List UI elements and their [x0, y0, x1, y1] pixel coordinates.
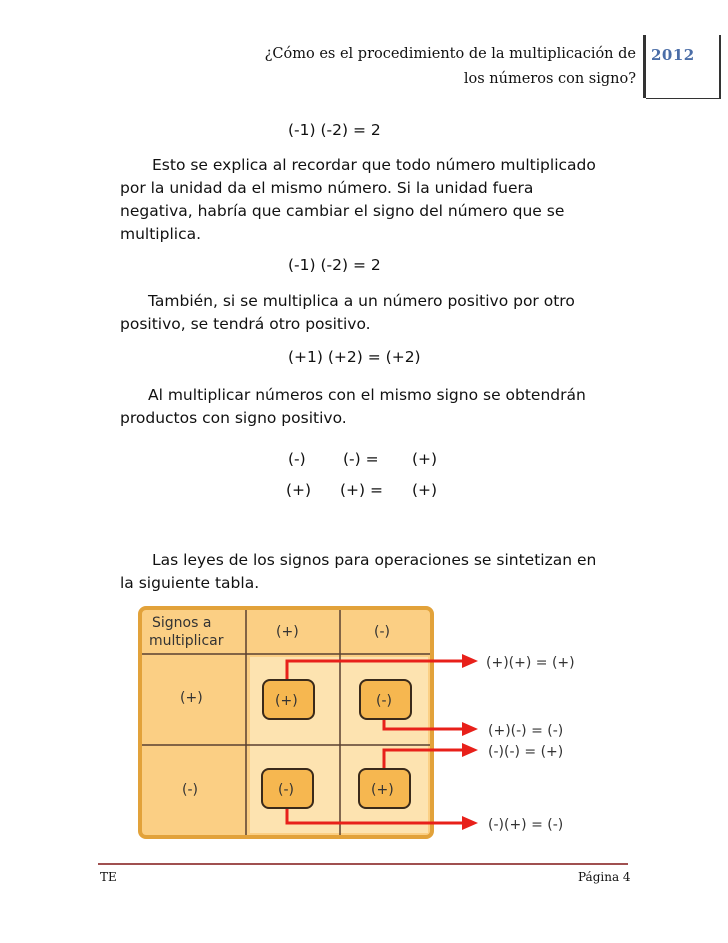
sign-row-2-result: (+)	[412, 481, 438, 499]
sign-row-2-a: (+)	[286, 481, 312, 499]
page-number: Página 4	[578, 870, 631, 884]
equation-2: (-1) (-2) = 2	[288, 256, 381, 274]
header-title-line2: los números con signo?	[463, 71, 636, 87]
table-row-header-2: (-)	[182, 782, 198, 798]
paragraph-4-text: Las leyes de los signos para operaciones se sintetizan en la siguiente tabla.	[120, 551, 597, 592]
arrow-head-pm	[462, 722, 478, 736]
table-corner-line1: Signos a	[152, 615, 212, 631]
table-corner-line2: multiplicar	[149, 633, 224, 649]
arrow-head-mm	[462, 743, 478, 757]
header-year: 2012	[651, 46, 695, 64]
equation-3: (+1) (+2) = (+2)	[288, 348, 421, 366]
footer-rule	[98, 863, 628, 865]
arrow-head-mp	[462, 816, 478, 830]
table-row-header-1: (+)	[180, 690, 203, 706]
paragraph-3-text: Al multiplicar números con el mismo signo se obtendrán productos con signo positivo.	[120, 386, 586, 427]
cell-pp: (+)	[275, 693, 298, 709]
arrow-heads	[462, 654, 478, 830]
sign-row-1-result: (+)	[412, 450, 438, 468]
paragraph-1-text: Esto se explica al recordar que todo número multiplicado por la unidad da el mismo número. Si la unidad fuera negativa, habría que cambiar el signo del número que se multiplica.	[120, 156, 596, 243]
cell-mm: (+)	[371, 782, 394, 798]
equation-1: (-1) (-2) = 2	[288, 121, 381, 139]
sign-row-1-b: (-) =	[343, 450, 379, 468]
paragraph-2-text: También, si se multiplica a un número positivo por otro positivo, se tendrá otro positivo.	[120, 292, 575, 333]
sign-row-1-a: (-)	[288, 450, 306, 468]
table-col-header-2: (-)	[374, 624, 390, 640]
result-pm: (+)(-) = (-)	[488, 723, 564, 739]
cell-pm: (-)	[376, 693, 392, 709]
result-mp: (-)(+) = (-)	[488, 817, 564, 833]
cell-mp: (-)	[278, 782, 294, 798]
table-col-header-1: (+)	[276, 624, 299, 640]
result-pp: (+)(+) = (+)	[486, 655, 575, 671]
arrow-head-pp	[462, 654, 478, 668]
sign-row-2-b: (+) =	[340, 481, 383, 499]
footer-left-text: TE	[100, 870, 117, 884]
header-title-line1: ¿Cómo es el procedimiento de la multiplicación de	[264, 46, 636, 62]
result-mm: (-)(-) = (+)	[488, 744, 564, 760]
